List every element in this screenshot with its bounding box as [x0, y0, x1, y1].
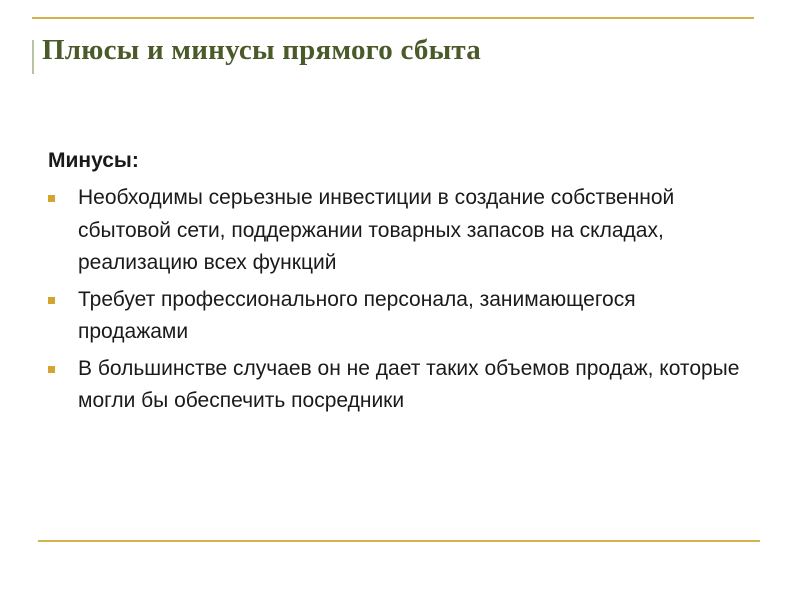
bullet-text: Требует профессионального персонала, занимающегося продажами [78, 287, 636, 343]
slide-content [48, 146, 748, 422]
bullet-list [48, 182, 748, 418]
bottom-divider [38, 540, 760, 542]
bullet-text: Необходимы серьезные инвестиции в создание собственной сбытовой сети, поддержании товарных запасов на складах, реализацию всех функций [78, 186, 675, 274]
bullet-text: В большинстве случаев он не дает таких объемов продаж, которые могли бы обеспечить посредники [78, 356, 740, 412]
title-accent-bar [32, 40, 34, 74]
square-bullet-icon [48, 195, 55, 202]
bullet-item [48, 284, 748, 349]
square-bullet-icon [48, 297, 55, 304]
square-bullet-icon [48, 366, 55, 373]
bullet-item [48, 182, 748, 280]
slide-title: Плюсы и минусы прямого сбыта [42, 34, 481, 66]
top-divider [32, 17, 754, 19]
bullet-item [48, 353, 748, 418]
section-heading: Минусы: [48, 149, 139, 172]
